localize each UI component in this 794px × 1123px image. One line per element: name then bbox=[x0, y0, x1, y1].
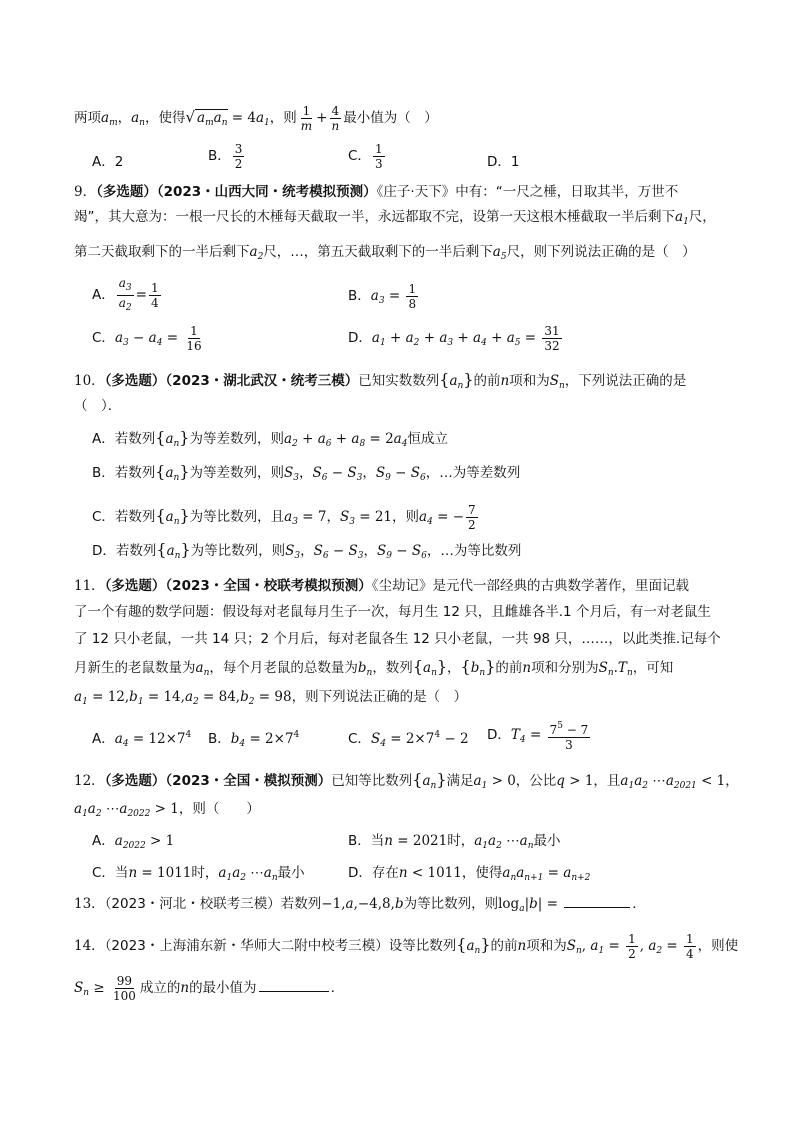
question-number: 12． bbox=[74, 773, 105, 789]
q11-option-c: C．$S_4 = 2\times 7^4 - 2$ bbox=[348, 730, 469, 749]
q10-line2: （ ）． bbox=[74, 398, 122, 414]
q12-option-b: B．当n = 2021时，$a_1a_2$ $\cdots a_n$最小 bbox=[348, 833, 561, 851]
q9-line1: 9．（多选题）（2023・山西大同・统考模拟预测）《庄子·天下》中有：“一尺之棰，日取其半，万世不 bbox=[74, 184, 679, 200]
q12-line2: $a_1a_2$ $\cdots a_{2022} > 1$，则（ ） bbox=[74, 801, 260, 819]
q11-line3: 了 12 只小老鼠，一共 14 只；2 个月后，每对老鼠各生 12 只小老鼠，一共 98 只，……，以此类推.记每个 bbox=[74, 631, 721, 647]
q11-option-a: A．$a_4 = 12\times 7^4$ bbox=[92, 730, 192, 749]
q12-option-c: C．当n = 1011时，$a_1a_2$ $\cdots a_n$最小 bbox=[92, 865, 305, 883]
q10-option-b: B．若数列$\{a_n\}$为等差数列，则$S_3$，$S_6 - S_3$，$S_9 - S_6$，…为等差数列 bbox=[92, 462, 521, 483]
q8-option-c: C． $\frac{1}{3}$ bbox=[348, 142, 383, 171]
q13-line: 13．（2023・河北・校联考三模）若数列−1,a,−4,8,b为等比数列，则$\log_a|b|$ = ． bbox=[74, 893, 794, 919]
q11-option-b: B．$b_4 = 2\times 7^4$ bbox=[208, 730, 300, 749]
question-source-tag: （2023・河北・校联考三模） bbox=[104, 896, 281, 912]
q9-line2: 竭”，其大意为：一根一尺长的木棰每天截取一半，永远都取不完，设第一天这根木棰截取一半后剩下$a_1$尺， bbox=[74, 209, 716, 227]
q12-option-a: A．$a_{2022} > 1$ bbox=[92, 833, 175, 851]
q11-line5: $a_1 = 12,b_1 = 14,a_2 = 84,b_2 = 98$，则下列说法正确的是（ ） bbox=[74, 689, 468, 707]
question-source-tag: （多选题）（2023・湖北武汉・统考三模） bbox=[104, 373, 359, 389]
question-number: 9． bbox=[74, 184, 97, 200]
q9-line3: 第二天截取剩下的一半后剩下$a_2$尺，…，第五天截取剩下的一半后剩下$a_5$尺，则下列说法正确的是（ ） bbox=[74, 244, 696, 262]
q11-line4: 月新生的老鼠数量为$a_n$，每个月老鼠的总数量为$b_n$，数列$\{a_n\}$，$\{b_n\}$的前n项和分别为$S_n.T_n$，可知 bbox=[74, 657, 674, 678]
q8-option-b: B． $\frac{3}{2}$ bbox=[208, 142, 243, 171]
q8-option-d: D．1 bbox=[487, 154, 520, 170]
q8-option-a: A．2 bbox=[92, 154, 124, 170]
question-number: 14． bbox=[74, 938, 105, 954]
q12-line1: 12．（多选题）（2023・全国・模拟预测）已知等比数列$\{a_n\}$满足$a_1 > 0$，公比q > 1，且$a_1a_2$ $\cdots a_{2021} < 1$， bbox=[74, 770, 739, 791]
q14-line2: $S_n$ ≥ $\frac{99}{100}$ 成立的n的最小值为 . bbox=[74, 974, 335, 1003]
question-source-tag: （多选题）（2023・全国・校联考模拟预测） bbox=[104, 578, 372, 594]
q9-option-d: D．$a_1 + a_2 + a_3 + a_4 + a_5$ = $\frac{31}{32}$ bbox=[348, 324, 560, 353]
q9-option-a: A． $\frac{a_3}{a_2}$ = $\frac{1}{4}$ bbox=[92, 276, 159, 313]
question-number: 13． bbox=[74, 896, 105, 912]
q10-line1: 10．（多选题）（2023・湖北武汉・统考三模）已知实数数列$\{a_n\}$的前n项和为$S_n$，下列说法正确的是 bbox=[74, 370, 687, 391]
q9-option-b: B．$a_3$ = $\frac{1}{8}$ bbox=[348, 282, 417, 311]
question-source-tag: （2023・上海浦东新・华师大二附中校考三模） bbox=[104, 938, 389, 954]
q8-text: 两项 bbox=[74, 110, 101, 126]
q11-line2: 了一个有趣的数学问题：假设每对老鼠每月生子一次，每月生 12 只，且雌雄各半.1 个月后，有一对老鼠生 bbox=[74, 604, 711, 620]
question-source-tag: （多选题）（2023・全国・模拟预测） bbox=[104, 773, 332, 789]
q11-line1: 11．（多选题）（2023・全国・校联考模拟预测）《尘劫记》是元代一部经典的古典数学著作，里面记载 bbox=[74, 578, 690, 594]
question-number: 10． bbox=[74, 373, 105, 389]
q10-option-c: C．若数列$\{a_n\}$为等比数列，且$a_3 = 7$，$S_3 = 21$，则$a_4$ = − $\frac{7}{2}$ bbox=[92, 503, 476, 532]
question-source-tag: （多选题）（2023・山西大同・统考模拟预测） bbox=[96, 184, 377, 200]
q11-option-d: D．$T_4$ = $\frac{7^5 - 7}{3}$ bbox=[487, 721, 589, 752]
answer-blank[interactable] bbox=[259, 977, 329, 992]
answer-blank[interactable] bbox=[564, 893, 630, 908]
q10-option-a: A．若数列$\{a_n\}$为等差数列，则$a_2 + a_6 + a_8 = 2a_4$恒成立 bbox=[92, 428, 448, 449]
question-number: 11． bbox=[74, 578, 105, 594]
q9-option-c: C．$a_3 - a_4$ = $\frac{1}{16}$ bbox=[92, 324, 202, 353]
q14-line1: 14．（2023・上海浦东新・华师大二附中校考三模）设等比数列$\{a_n\}$的前n项和为$S_n$, $a_1$ = $\frac{1}{2}$ , $a_2$ = $\frac{1}{4}$ ，则使 bbox=[74, 932, 739, 961]
q10-option-d: D．若数列$\{a_n\}$为等比数列，则$S_3$，$S_6 - S_3$，$S_9 - S_6$，…为等比数列 bbox=[92, 540, 522, 561]
q12-option-d: D．存在n < 1011，使得$a_na_{n+1} = a_{n+2}$ bbox=[348, 865, 591, 883]
q8-tail-line: 两项$a_m$，$a_n$，使得√ $a_ma_n = 4a_1$，则 $\frac{1}{m}$ + $\frac{4}{n}$ 最小值为（ ） bbox=[74, 104, 438, 133]
